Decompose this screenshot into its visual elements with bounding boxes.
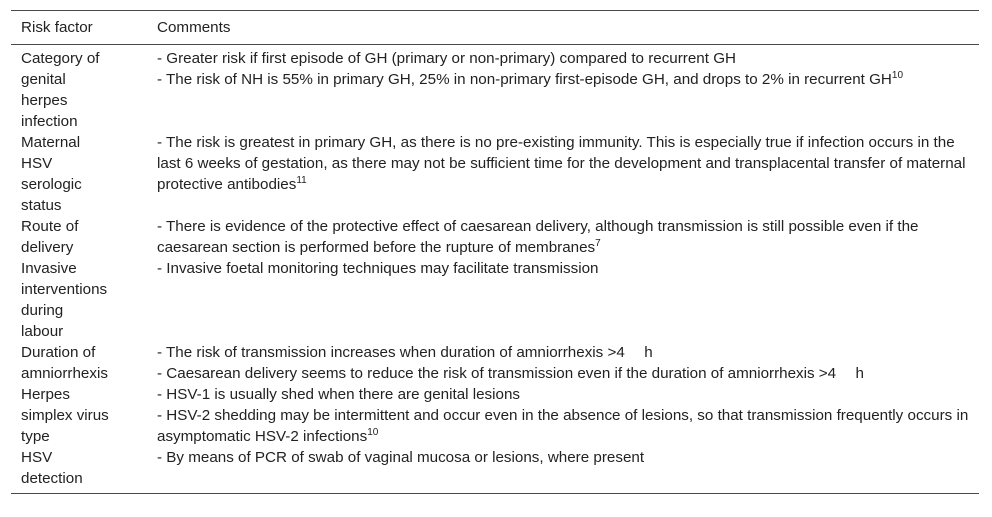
risk-factor-line: detection	[21, 470, 83, 487]
risk-factor-cell	[11, 342, 147, 384]
risk-factor-line: Maternal	[21, 134, 81, 151]
comment-text: - Caesarean delivery seems to reduce the risk of transmission even if the duration of amniorrhexis >4 h	[157, 365, 864, 382]
risk-factor-line: Invasive	[21, 260, 77, 277]
risk-factor-line: Duration of	[21, 344, 96, 361]
risk-factor-line: genital	[21, 71, 66, 88]
risk-factor-line: HSV	[21, 449, 53, 466]
risk-factor-cell	[11, 258, 147, 342]
comment-text: - There is evidence of the protective effect of caesarean delivery, although transmission is still possible even if the caesarean section is performed before the rupture of membranes	[157, 218, 919, 256]
table-row	[11, 342, 979, 384]
risk-factor-line: status	[21, 197, 62, 214]
risk-factor-table-wrapper	[11, 10, 979, 494]
comments-cell	[147, 216, 979, 258]
table-body	[11, 45, 979, 494]
comment-line	[157, 258, 979, 279]
table-row	[11, 45, 979, 133]
risk-factor-line: herpes	[21, 92, 68, 109]
risk-factor-line: during	[21, 302, 64, 319]
comments-cell	[147, 258, 979, 342]
reference-superscript: 11	[296, 175, 307, 186]
comment-text: - The risk is greatest in primary GH, as there is no pre-existing immunity. This is especially true if infection occurs in the last 6 weeks of gestation, as there may not be sufficient time for the development and transplacental transfer of maternal protective antibodies	[157, 134, 966, 193]
comment-text: - HSV-2 shedding may be intermittent and occur even in the absence of lesions, so that transmission frequently occurs in asymptomatic HSV-2 infections	[157, 407, 969, 445]
risk-factor-table	[11, 10, 979, 494]
risk-factor-line: amniorrhexis	[21, 365, 108, 382]
risk-factor-cell	[11, 132, 147, 216]
comment-text: - By means of PCR of swab of vaginal mucosa or lesions, where present	[157, 449, 645, 466]
risk-factor-line: labour	[21, 323, 64, 340]
risk-factor-cell	[11, 216, 147, 258]
risk-factor-cell	[11, 384, 147, 447]
comment-text: - Invasive foetal monitoring techniques may facilitate transmission	[157, 260, 599, 277]
table-row	[11, 447, 979, 494]
comment-line	[157, 132, 979, 195]
risk-factor-line: type	[21, 428, 50, 445]
comment-text: - The risk of NH is 55% in primary GH, 25% in non-primary first-episode GH, and drops to 2% in recurrent GH	[157, 71, 892, 88]
comment-line	[157, 363, 979, 384]
comments-cell	[147, 447, 979, 494]
header-row	[11, 11, 979, 45]
comment-text: - The risk of transmission increases when duration of amniorrhexis >4 h	[157, 344, 653, 361]
risk-factor-line: interventions	[21, 281, 108, 298]
comments-cell	[147, 342, 979, 384]
comment-line	[157, 384, 979, 405]
risk-factor-line: Category of	[21, 50, 100, 67]
comment-line	[157, 48, 979, 69]
reference-superscript: 10	[891, 70, 904, 81]
table-row	[11, 258, 979, 342]
risk-factor-line: Route of	[21, 218, 79, 235]
risk-factor-line: HSV	[21, 155, 53, 172]
risk-factor-line: delivery	[21, 239, 74, 256]
table-row	[11, 216, 979, 258]
risk-factor-cell	[11, 45, 147, 133]
risk-factor-line: simplex virus	[21, 407, 109, 424]
table-row	[11, 132, 979, 216]
header-risk-factor: Risk factor	[21, 19, 93, 36]
reference-superscript: 10	[367, 427, 379, 438]
risk-factor-line: Herpes	[21, 386, 70, 403]
comment-text: - Greater risk if first episode of GH (primary or non-primary) compared to recurrent GH	[157, 50, 736, 67]
comment-line	[157, 216, 979, 258]
comments-cell	[147, 132, 979, 216]
risk-factor-line: serologic	[21, 176, 82, 193]
comment-text: - HSV-1 is usually shed when there are genital lesions	[157, 386, 521, 403]
reference-superscript: 7	[595, 238, 601, 249]
table-row	[11, 384, 979, 447]
comment-line	[157, 447, 979, 468]
header-comments: Comments	[157, 19, 231, 36]
comment-line	[157, 69, 979, 90]
comment-line	[157, 405, 979, 447]
table-header	[11, 11, 979, 45]
comments-cell	[147, 384, 979, 447]
comment-line	[157, 342, 979, 363]
risk-factor-cell	[11, 447, 147, 494]
risk-factor-line: infection	[21, 113, 78, 130]
comments-cell	[147, 45, 979, 133]
